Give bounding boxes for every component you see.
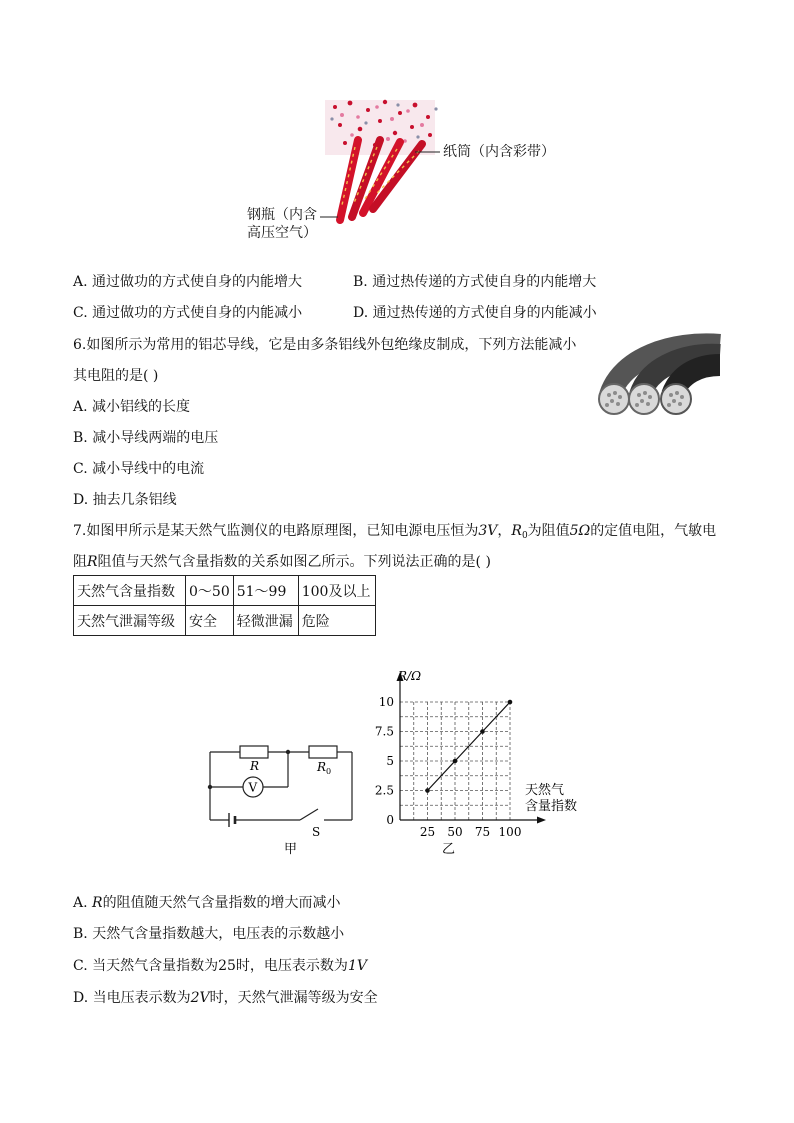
x-tick-label: 25 bbox=[419, 825, 436, 839]
chart-axes bbox=[397, 672, 547, 824]
origin-label: 0 bbox=[386, 813, 394, 827]
table-cell: 天然气泄漏等级 bbox=[74, 606, 186, 636]
q6-option-d: D. 抽去几条铝线 bbox=[73, 492, 177, 508]
steel-bottle-label-line1: 钢瓶（内含 bbox=[247, 207, 317, 223]
chart-caption: 乙 bbox=[442, 842, 456, 857]
paper-tube-label: 纸筒（内含彩带） bbox=[443, 144, 555, 160]
label-V: V bbox=[248, 780, 258, 795]
wire-cross-section bbox=[599, 384, 691, 414]
q7-option-b: B. 天然气含量指数越大，电压表的示数越小 bbox=[73, 926, 345, 942]
label-R: R bbox=[250, 759, 260, 773]
q6-option-c: C. 减小导线中的电流 bbox=[73, 461, 205, 477]
q6-stem-line1: 6.如图所示为常用的铝芯导线，它是由多条铝线外包绝缘皮制成，下列方法能减小 bbox=[73, 337, 577, 353]
x-tick-label: 75 bbox=[474, 825, 491, 839]
y-tick-label: 2.5 bbox=[374, 783, 394, 798]
label-R0: $R_0$ bbox=[317, 760, 332, 776]
table-cell: 100及以上 bbox=[298, 576, 375, 606]
y-tick-label: 10 bbox=[378, 695, 394, 709]
data-point bbox=[425, 788, 430, 793]
table-row bbox=[74, 576, 376, 606]
x-tick-label: 100 bbox=[498, 825, 522, 839]
table-cell: 0～50 bbox=[186, 576, 234, 606]
q5-option-d: D. 通过热传递的方式使自身的内能减小 bbox=[353, 305, 597, 321]
q7-option-d: D. 当电压表示数为2V时，天然气泄漏等级为安全 bbox=[73, 990, 378, 1006]
switch-s bbox=[300, 809, 318, 820]
table-cell: 51～99 bbox=[233, 576, 298, 606]
resistor-R bbox=[240, 746, 268, 758]
data-point bbox=[480, 729, 485, 734]
chart-text bbox=[375, 669, 577, 857]
circuit-diagram bbox=[200, 735, 365, 860]
y-tick-label: 7.5 bbox=[374, 724, 394, 739]
gas-level-table bbox=[73, 575, 376, 636]
q7-option-c: C. 当天然气含量指数为25时，电压表示数为1V bbox=[73, 958, 367, 974]
x-axis-label-line1: 天然气 bbox=[525, 783, 565, 798]
q6-option-b: B. 减小导线两端的电压 bbox=[73, 430, 219, 446]
resistor-R0 bbox=[309, 746, 337, 758]
table-row bbox=[74, 606, 376, 636]
table-cell: 危险 bbox=[298, 606, 375, 636]
table-cell: 安全 bbox=[186, 606, 234, 636]
q7-option-a: A. R的阻值随天然气含量指数的增大而减小 bbox=[73, 895, 341, 911]
q5-option-a: A. 通过做功的方式使自身的内能增大 bbox=[73, 274, 303, 290]
q7-stem-line1: 7.如图甲所示是某天然气监测仪的电路原理图，已知电源电压恒为3V，$R_0$为阻值5Ω的定值电阻，气敏电 bbox=[73, 523, 717, 541]
circuit-caption: 甲 bbox=[284, 842, 298, 857]
y-axis-label: R/Ω bbox=[398, 669, 422, 683]
y-tick-label: 5 bbox=[386, 754, 394, 768]
resistance-vs-gas-index-chart bbox=[360, 665, 600, 860]
data-point bbox=[508, 700, 513, 705]
table-cell: 天然气含量指数 bbox=[74, 576, 186, 606]
q5-option-b: B. 通过热传递的方式使自身的内能增大 bbox=[353, 274, 597, 290]
aluminum-wire-figure bbox=[592, 333, 722, 423]
x-axis-arrow bbox=[537, 817, 546, 824]
q5-option-c: C. 通过做功的方式使自身的内能减小 bbox=[73, 305, 303, 321]
x-tick-label: 50 bbox=[447, 825, 463, 839]
q6-option-a: A. 减小铝线的长度 bbox=[73, 399, 191, 415]
q7-stem-line2: 阻R阻值与天然气含量指数的关系如图乙所示。下列说法正确的是( ) bbox=[73, 554, 491, 570]
x-axis-label-line2: 含量指数 bbox=[525, 799, 578, 814]
table-cell: 轻微泄漏 bbox=[233, 606, 298, 636]
q6-stem-line2: 其电阻的是( ) bbox=[73, 368, 159, 384]
data-point bbox=[453, 759, 458, 764]
steel-bottle-label-line2: 高压空气） bbox=[247, 225, 317, 241]
label-S: S bbox=[312, 825, 321, 839]
